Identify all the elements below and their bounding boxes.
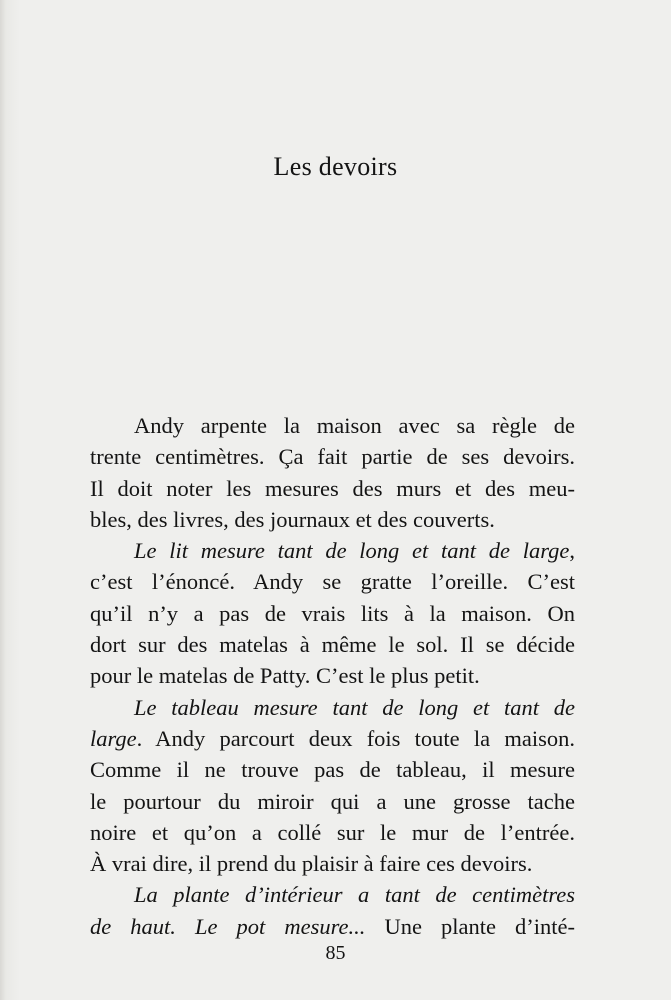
- text-line: [90, 473, 575, 504]
- text-line: [90, 754, 575, 785]
- text-line: [90, 410, 575, 441]
- text-line: [90, 566, 575, 597]
- line-text: . Andy parcourt deux fois toute la maison.: [136, 725, 575, 751]
- text-line: [90, 629, 575, 660]
- line-text: pour le matelas de Patty. C’est le plus petit.: [90, 663, 480, 689]
- line-text: qu’il n’y a pas de vrais lits à la maison. On: [90, 600, 575, 626]
- line-text: Il doit noter les mesures des murs et des meu-: [90, 475, 575, 501]
- italic-text: large: [90, 725, 137, 751]
- line-text: bles, des livres, des journaux et des couverts.: [90, 506, 495, 532]
- text-line: [90, 786, 575, 817]
- line-text: noire et qu’on a collé sur le mur de l’entrée.: [90, 819, 575, 845]
- page-number: 85: [325, 942, 346, 964]
- text-line: [90, 535, 575, 566]
- text-line: [90, 817, 575, 848]
- line-text: Comme il ne trouve pas de tableau, il mesure: [90, 757, 575, 783]
- text-line: [90, 660, 575, 691]
- italic-text: Le tableau mesure tant de long et tant de: [134, 694, 575, 720]
- line-text: c’est l’énoncé. Andy se gratte l’oreille. C’est: [90, 569, 575, 595]
- body-text: [90, 410, 575, 942]
- chapter-title: Les devoirs: [273, 152, 398, 181]
- text-line: [90, 598, 575, 629]
- line-text: ,: [569, 538, 575, 564]
- line-text: dort sur des matelas à même le sol. Il se décide: [90, 632, 575, 658]
- line-text: À vrai dire, il prend du plaisir à faire ces devoirs.: [90, 851, 533, 877]
- text-line: [90, 441, 575, 472]
- line-text: Andy arpente la maison avec sa règle de: [134, 413, 575, 438]
- line-text: Une plante d’inté-: [365, 913, 576, 939]
- text-line: [90, 848, 575, 879]
- text-line: [90, 692, 575, 723]
- text-line: [90, 879, 575, 910]
- italic-text: La plante d’intérieur a tant de centimètres: [134, 882, 575, 908]
- text-line: [90, 911, 575, 942]
- text-line: [90, 504, 575, 535]
- line-text: le pourtour du miroir qui a une grosse tache: [90, 788, 575, 814]
- italic-text: de haut. Le pot mesure...: [90, 913, 366, 939]
- line-text: trente centimètres. Ça fait partie de ses devoirs.: [90, 444, 575, 470]
- text-line: [90, 723, 575, 754]
- italic-text: Le lit mesure tant de long et tant de large: [134, 538, 570, 564]
